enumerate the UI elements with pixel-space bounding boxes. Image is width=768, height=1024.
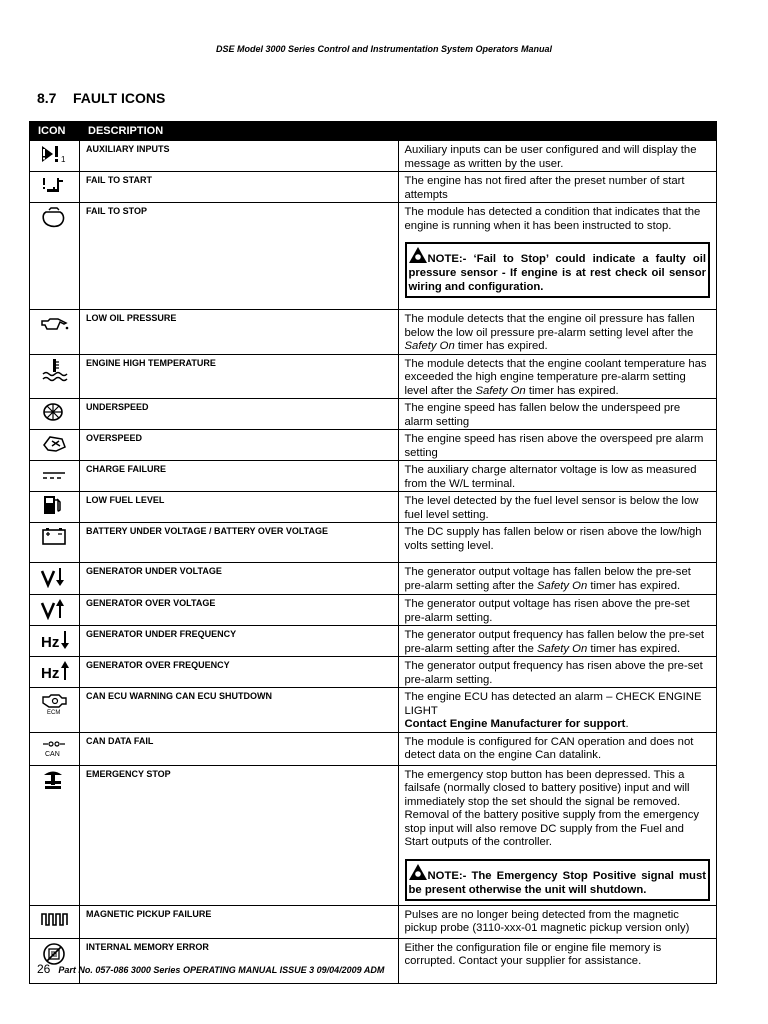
fault-description (398, 354, 717, 399)
fault-description: The generator output frequency has risen above the pre-set pre-alarm setting. (398, 657, 717, 688)
description-text: The engine ECU has detected an alarm – CHECK ENGINE LIGHT (404, 691, 702, 717)
ecu-icon-label: ECM (47, 710, 61, 715)
description-text: timer has expired. (525, 384, 619, 397)
note-box (405, 859, 711, 901)
fault-description-text: The module has detected a condition that indicates that the engine is running when it has been instructed to stop. (404, 206, 701, 232)
table-row (30, 938, 717, 983)
fault-name: AUXILIARY INPUTS (80, 141, 399, 172)
svg-text:Hz: Hz (41, 634, 60, 651)
charge-failure-icon (40, 464, 70, 484)
table-row (30, 657, 717, 688)
voltage-down-icon (40, 566, 70, 588)
table-header-row (30, 122, 717, 141)
fault-name: GENERATOR UNDER FREQUENCY (80, 626, 399, 657)
fault-description (398, 626, 717, 657)
table-row (30, 399, 717, 430)
fault-name: LOW FUEL LEVEL (80, 492, 399, 523)
description-text: . (625, 718, 629, 730)
page-number: 26 (37, 962, 51, 976)
note-text: NOTE:- The Emergency Stop Positive signal must be present otherwise the unit will shutdown. (408, 869, 706, 896)
fault-description: Auxiliary inputs can be user configured and will display the message as written by the user. (398, 141, 717, 172)
fail-to-start-icon (40, 175, 70, 195)
table-row (30, 523, 717, 563)
fault-description (398, 310, 717, 355)
fault-name: LOW OIL PRESSURE (80, 310, 399, 355)
frequency-down-icon (40, 629, 70, 651)
table-row (30, 141, 717, 172)
fault-name: OVERSPEED (80, 430, 399, 461)
description-text: The module detects that the engine coolant temperature has exceeded the high engine temperature pre-alarm setting level after the (404, 357, 707, 397)
fault-name: UNDERSPEED (80, 399, 399, 430)
description-text: timer has expired. (587, 642, 681, 655)
description-text: The generator output frequency has fallen below the pre-set pre-alarm setting after the (404, 629, 705, 655)
oil-pressure-icon (40, 313, 70, 333)
fault-icons-table (29, 121, 717, 984)
fault-name: GENERATOR UNDER VOLTAGE (80, 563, 399, 595)
fault-name: CAN ECU WARNING CAN ECU SHUTDOWN (80, 688, 399, 733)
svg-text:Hz: Hz (41, 665, 60, 682)
fault-description: Pulses are no longer being detected from the magnetic pickup probe (3110-xxx-01 magnetic pickup version only) (398, 905, 717, 938)
description-emphasis: Safety On (537, 579, 588, 592)
table-row (30, 203, 717, 310)
description-text: The module detects that the engine oil pressure has fallen below the low oil pressure pre-alarm setting level after the (404, 313, 695, 339)
note-text: NOTE:- ‘Fail to Stop’ could indicate a faulty oil pressure sensor - If engine is at rest check oil sensor wiring and configuration. (408, 253, 706, 293)
fault-name: BATTERY UNDER VOLTAGE / BATTERY OVER VOLTAGE (80, 523, 399, 563)
table-row (30, 905, 717, 938)
description-column-header: DESCRIPTION (80, 122, 717, 141)
fuel-pump-icon (40, 495, 70, 515)
description-emphasis: Safety On (404, 340, 455, 352)
emergency-stop-icon (40, 769, 70, 791)
section-title: FAULT ICONS (73, 90, 166, 106)
footer-text: Part No. 057-086 3000 Series OPERATING MANUAL ISSUE 3 09/04/2009 ADM (58, 965, 385, 975)
fault-description (398, 563, 717, 595)
fault-description-text: Removal of the battery positive supply from the emergency stop input will also remove DC supply from the Fuel and Start outputs of the controller. (404, 809, 699, 848)
icon-column-header: ICON (30, 122, 80, 141)
fault-description: The level detected by the fuel level sensor is below the low fuel level setting. (398, 492, 717, 523)
fault-description: The engine speed has risen above the overspeed pre alarm setting (398, 430, 717, 461)
table-row (30, 732, 717, 765)
page-footer (37, 962, 384, 976)
ecu-icon (40, 691, 70, 715)
description-text: timer has expired. (454, 340, 548, 352)
table-row (30, 430, 717, 461)
table-row (30, 172, 717, 203)
note-box (405, 242, 711, 298)
fault-description: The engine speed has fallen below the underspeed pre alarm setting (398, 399, 717, 430)
table-row (30, 354, 717, 399)
warning-triangle-icon (409, 247, 427, 263)
table-row (30, 563, 717, 595)
fault-name: GENERATOR OVER FREQUENCY (80, 657, 399, 688)
description-emphasis: Safety On (475, 384, 526, 397)
overspeed-icon (40, 433, 70, 453)
fault-description (398, 765, 717, 905)
fault-name: FAIL TO STOP (80, 203, 399, 310)
fault-name: EMERGENCY STOP (80, 765, 399, 905)
description-text: timer has expired. (587, 579, 681, 592)
fault-description: The generator output voltage has risen above the pre-set pre-alarm setting. (398, 595, 717, 626)
fault-name: GENERATOR OVER VOLTAGE (80, 595, 399, 626)
table-row (30, 310, 717, 355)
table-row (30, 626, 717, 657)
fault-name: FAIL TO START (80, 172, 399, 203)
page-header: DSE Model 3000 Series Control and Instrumentation System Operators Manual (215, 44, 553, 54)
fault-description (398, 203, 717, 310)
can-data-icon (40, 736, 70, 758)
fault-name: CHARGE FAILURE (80, 461, 399, 492)
fault-name: ENGINE HIGH TEMPERATURE (80, 354, 399, 399)
auxiliary-inputs-icon (40, 144, 70, 164)
section-heading (37, 90, 165, 106)
fault-description (398, 688, 717, 733)
coolant-temperature-icon (40, 358, 70, 382)
fault-description-text: The emergency stop button has been depressed. This a failsafe (normally closed to battery positive) input and will immediately stop the set should the signal be removed. (404, 768, 690, 808)
section-number: 8.7 (37, 90, 57, 106)
voltage-up-icon (40, 598, 70, 620)
can-icon-label: CAN (45, 750, 60, 758)
table-row (30, 688, 717, 733)
fault-description: The module is configured for CAN operation and does not detect data on the engine Can datalink. (398, 732, 717, 765)
warning-triangle-icon (409, 864, 427, 880)
fault-description: The DC supply has fallen below or risen above the low/high volts setting level. (398, 523, 717, 563)
fault-name: CAN DATA FAIL (80, 732, 399, 765)
description-emphasis: Safety On (537, 642, 588, 655)
battery-icon (40, 526, 70, 546)
svg-text:1: 1 (61, 155, 66, 164)
magnetic-pickup-icon (40, 909, 70, 929)
table-row (30, 595, 717, 626)
fault-description: The engine has not fired after the preset number of start attempts (398, 172, 717, 203)
table-row (30, 765, 717, 905)
description-text: The generator output voltage has fallen below the pre-set pre-alarm setting after the (404, 566, 691, 592)
fail-to-stop-icon (40, 206, 70, 228)
fault-name: INTERNAL MEMORY ERROR (80, 938, 399, 983)
table-row (30, 492, 717, 523)
description-bold: Contact Engine Manufacturer for support (404, 718, 626, 730)
fault-description: The auxiliary charge alternator voltage is low as measured from the W/L terminal. (398, 461, 717, 492)
fault-name: MAGNETIC PICKUP FAILURE (80, 905, 399, 938)
table-row (30, 461, 717, 492)
frequency-up-icon (40, 660, 70, 682)
fault-description: Either the configuration file or engine file memory is corrupted. Contact your supplier for assistance. (398, 938, 717, 983)
underspeed-icon (40, 402, 70, 422)
